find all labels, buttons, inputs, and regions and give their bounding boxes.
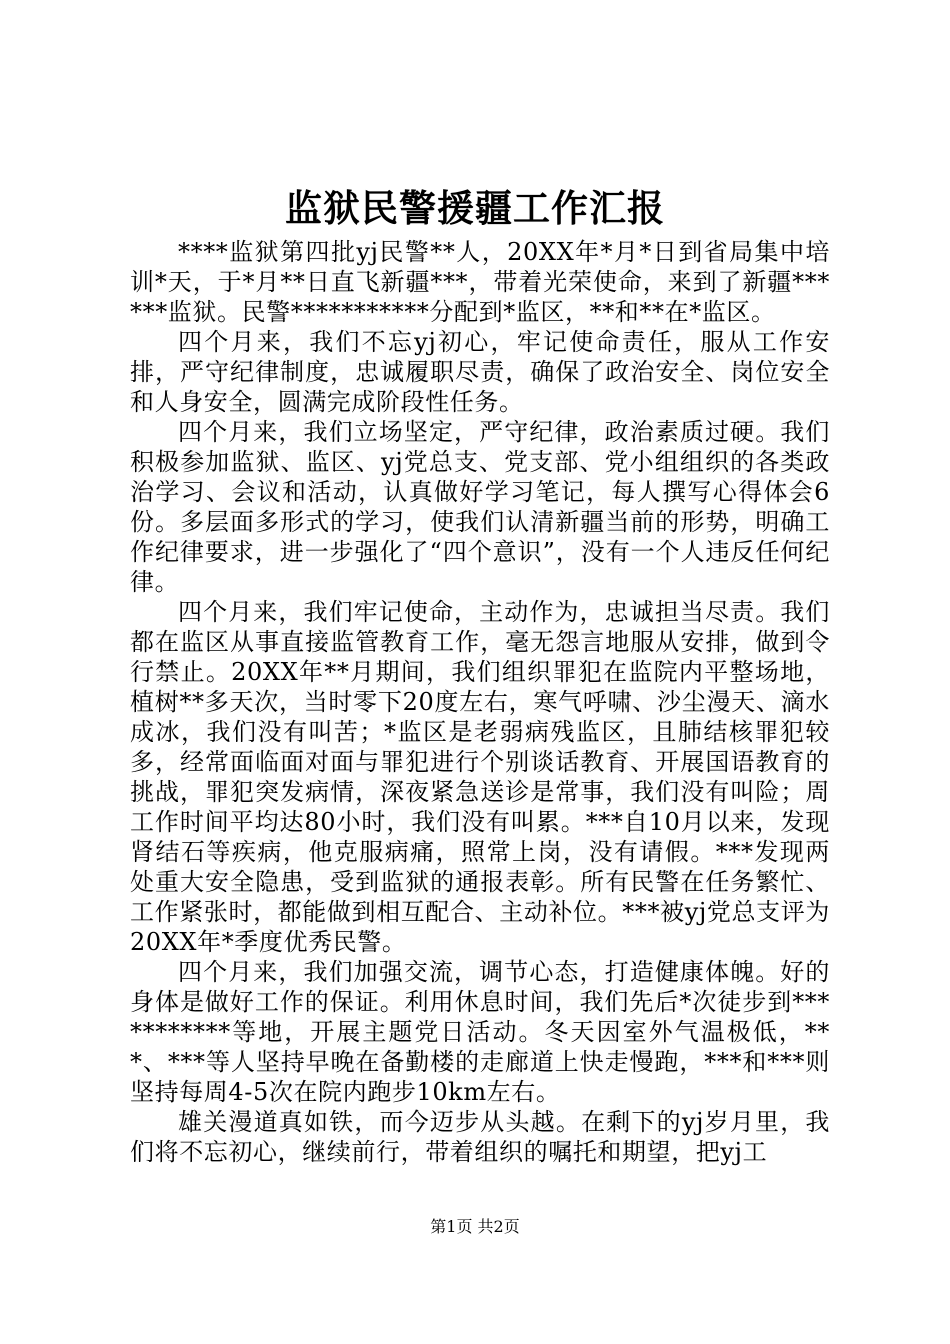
paragraph-discipline: 四个月来，我们立场坚定，严守纪律，政治素质过硬。我们积极参加监狱、监区、yj党总支、党支部、党小组组织的各类政治学习、会议和活动，认真做好学习笔记，每人撰写心得体会6份。多层面多形式的学习，使我们认清新疆当前的形势，明确工作纪律要求，进一步强化了“四个意识”，没有一个人违反任何纪律。 <box>130 418 830 596</box>
paragraph-intro: ****监狱第四批yj民警**人，20XX年*月*日到省局集中培训*天，于*月**日直飞新疆***，带着光荣使命，来到了新疆******监狱。民警***********分配到*监区，**和**在*监区。 <box>130 238 830 326</box>
document-title: 监狱民警援疆工作汇报 <box>285 186 665 230</box>
paragraph-closing: 雄关漫道真如铁，而今迈步从头越。在剩下的yj岁月里，我们将不忘初心，继续前行，带着组织的嘱托和期望，把yj工 <box>130 1108 830 1166</box>
document-body <box>130 237 830 1183</box>
paragraph-summary: 四个月来，我们不忘yj初心，牢记使命责任，服从工作安排，严守纪律制度，忠诚履职尽责，确保了政治安全、岗位安全和人身安全，圆满完成阶段性任务。 <box>130 328 830 416</box>
page-number-footer: 第1页 共2页 <box>430 1217 520 1236</box>
paragraph-health: 四个月来，我们加强交流，调节心态，打造健康体魄。好的身体是做好工作的保证。利用休息时间，我们先后*次徒步到***********等地，开展主题党日活动。冬天因室外气温极低，***、***等人坚持早晚在备勤楼的走廊道上快走慢跑，***和***则坚持每周4-5次在院内跑步10km左右。 <box>130 958 830 1106</box>
paragraph-mission: 四个月来，我们牢记使命，主动作为，忠诚担当尽责。我们都在监区从事直接监管教育工作，毫无怨言地服从安排，做到令行禁止。20XX年**月期间，我们组织罪犯在监院内平整场地，植树**多天次，当时零下20度左右，寒气呼啸、沙尘漫天、滴水成冰，我们没有叫苦；*监区是老弱病残监区，且肺结核罪犯较多，经常面临面对面与罪犯进行个别谈话教育、开展国语教育的挑战，罪犯突发病情，深夜紧急送诊是常事，我们没有叫险；周工作时间平均达80小时，我们没有叫累。***自10月以来，发现肾结石等疾病，他克服病痛，照常上岗，没有请假。***发现两处重大安全隐患，受到监狱的通报表彰。所有民警在任务繁忙、工作紧张时，都能做到相互配合、主动补位。***被yj党总支评为20XX年*季度优秀民警。 <box>130 598 830 956</box>
